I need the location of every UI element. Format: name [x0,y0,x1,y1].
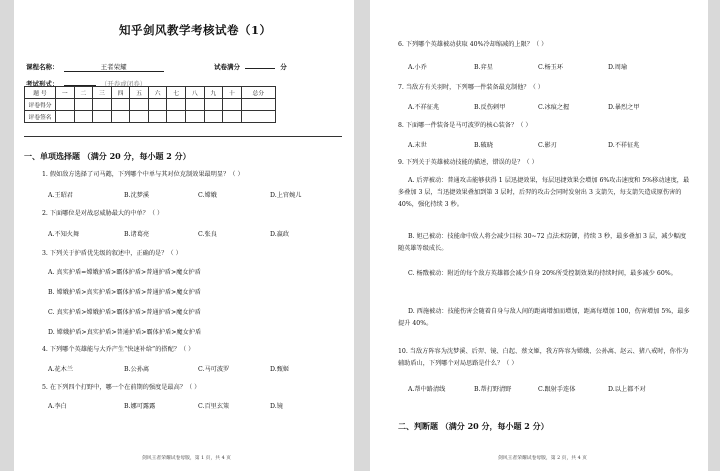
option: C.张良 [198,231,217,238]
option: B.诸葛亮 [124,231,150,238]
option: C. 真实护盾>嫦娥护盾>霸体护盾>普通护盾>魔女护盾 [48,309,201,316]
option: B. 嫦娥护盾>真实护盾>霸体护盾>普通护盾>魔女护盾 [48,289,201,296]
full-score-blank [245,61,275,69]
option: B.沈梦溪 [124,192,150,199]
option: A.末世 [408,142,427,149]
option: A. 真实护盾=嫦娥护盾>霸体护盾>普通护盾>魔女护盾 [48,269,201,276]
question-9: 9. 下列关于英雄被动技能的描述，错误的是？（ ） [398,159,538,166]
option: A.小乔 [408,64,427,71]
option: C.冰痕之握 [538,104,570,111]
page-footer: 剑风王者荣耀试卷母版，第 1 页，共 4 页 [142,456,231,461]
score-table-row [25,111,276,123]
score-header-cell: 五 [130,87,149,99]
option: D.甄姬 [270,366,290,373]
option: A.王昭君 [48,192,73,199]
option: C.跟射手连体 [538,386,576,393]
option: D.以上都不对 [608,386,646,393]
option: D.周瑜 [608,64,628,71]
option: A.帮中路清线 [408,386,446,393]
page-footer: 剑风王者荣耀试卷母版，第 2 页，共 4 页 [498,456,587,461]
score-header-cell: 三 [93,87,112,99]
option: C.马可波罗 [198,366,230,373]
option: B.破晓 [474,142,493,149]
score-header-cell: 总分 [241,87,275,99]
score-header-cell: 八 [185,87,204,99]
q9-option-d: D. 西施被动：技能伤害会随着自身与敌人间的距离增加而增加，距离每增加 100，伤害增加 5%，最多提升 40%。 [398,308,690,328]
option: C.影刃 [538,142,557,149]
question-3: 3. 下列关于护盾优先级的叙述中，正确的是？（ ） [42,250,182,257]
exam-format-hint: （开卷或闭卷） [100,80,147,88]
score-header-cell: 二 [74,87,93,99]
option: B.帮打野清野 [474,386,512,393]
exam-format-label: 考试形式： [26,80,59,88]
exam-page-1 [14,0,354,471]
course-label: 课程名称： [26,63,59,71]
score-table [24,86,276,123]
option: D. 嫦娥护盾>真实护盾>普通护盾>霸体护盾>魔女护盾 [48,329,202,336]
score-header-cell: 七 [167,87,186,99]
score-table-header [25,87,276,99]
question-1: 1. 假如敌方选择了司马懿，下列哪个中单与其对位克制效果最明显？（ ） [42,171,244,178]
option: C.杨玉环 [538,64,564,71]
option: D.上官婉儿 [270,192,302,199]
score-header-cell: 题 号 [25,87,56,99]
option: D.嬴政 [270,231,290,238]
full-score-label: 试卷满分 [214,63,240,71]
section-1-heading: 一、单项选择题 （满分 20 分，每小题 2 分） [24,151,191,161]
option: A.不祥征兆 [408,104,440,111]
option: B.娜可露露 [124,403,156,410]
question-10: 10. 当敌方阵容为沈梦溪、后羿、镜、白起、蔡文姬，我方阵容为嫦娥、公孙离、赵云、猪八戒时，你作为辅助盾山，下列哪个对局思路是什么？（ ） [398,348,689,368]
question-2: 2. 下面哪位是对战忍威胁最大的中单？（ ） [42,210,164,217]
q9-option-b: B. 妲己被动：技能命中敌人将会减少目标 30~72 点法术防御，持续 3 秒，最多叠加 3 层，减少幅度随英雄等级成长。 [398,233,687,253]
section-divider [24,136,342,137]
score-header-cell: 一 [56,87,75,99]
exam-format-blank [64,78,96,86]
option: D.镜 [270,403,283,410]
question-5: 5. 在下列四个打野中，哪一个在前期的强度是最高？（ ） [42,384,201,391]
score-header-cell: 九 [204,87,223,99]
question-8: 8. 下面哪一件装备是马可波罗的核心装备？（ ） [398,122,532,129]
score-table-row [25,99,276,111]
option: D.不祥征兆 [608,142,640,149]
score-row-label: 评卷签名 [25,111,56,123]
score-header-cell: 四 [111,87,130,99]
option: B.弈星 [474,64,493,71]
exam-page-2 [370,0,708,471]
option: A.李白 [48,403,67,410]
score-row-label: 评卷得分 [25,99,56,111]
score-header-cell: 十 [223,87,242,99]
q9-option-c: C. 杨戬被动：附近的每个敌方英雄都会减少自身 20%所受控制效果的持续时间，最多减少 60%。 [408,270,677,277]
option: A.花木兰 [48,366,73,373]
score-header-cell: 六 [148,87,167,99]
exam-title: 知乎剑风教学考核试卷（1） [119,23,272,37]
full-score-unit: 分 [280,63,287,71]
question-6: 6. 下列哪个英雄被动获取 40%冷却缩减的上限？（ ） [398,41,548,48]
option: A.不知火舞 [48,231,80,238]
option: C.嫦娥 [198,192,217,199]
full-score-row [214,54,287,73]
q9-option-a: A. 后羿被动：普通攻击能够获得 1 层迅捷效果，每层迅捷效果会增加 6%攻击速度和 5%移动速度，最多叠加 3 层，当迅捷效果叠加到第 3 层时，后羿的攻击会同时发射出 3 支箭矢，每支箭矢造成原伤害的 40%，强化持续 3 秒。 [398,177,690,209]
option: B.公孙离 [124,366,150,373]
section-2-heading: 二、判断题 （满分 20 分，每小题 2 分） [398,421,549,431]
option: B.反伤刺甲 [474,104,506,111]
option: C.百里玄策 [198,403,230,410]
question-7: 7. 当敌方有关羽时，下列哪一件装备最克制他？（ ） [398,84,544,91]
question-4: 4. 下列哪个英雄能与大乔产生“快速补给”的搭配？（ ） [42,346,195,353]
option: D.暴烈之甲 [608,104,640,111]
course-value: 王者荣耀 [64,62,164,72]
